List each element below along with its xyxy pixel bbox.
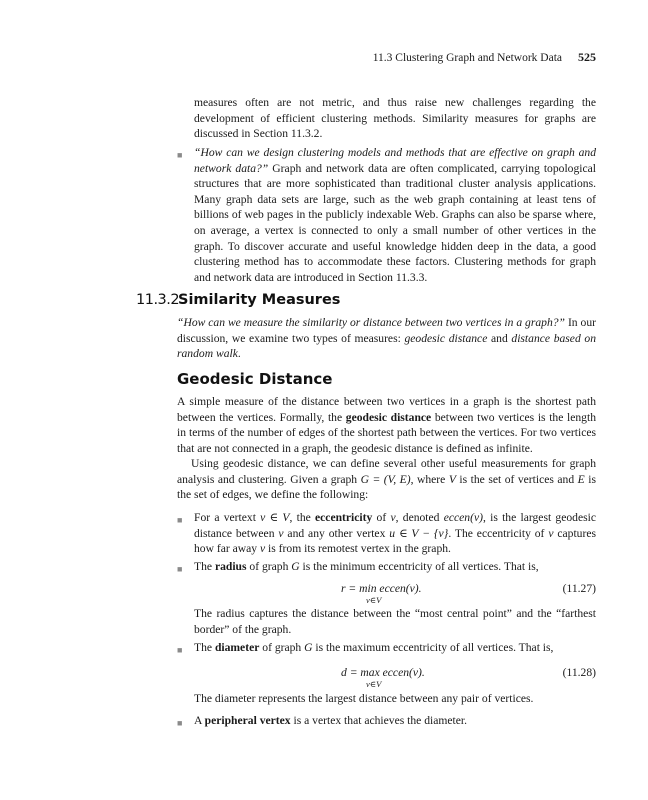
ecc-math-7: v [260,542,266,556]
bullet-square-icon [177,646,185,654]
diameter-formula-subscript: v∈V [366,679,382,689]
subsection-heading: Geodesic Distance [177,370,333,388]
intro-paragraph [177,315,596,362]
geo2-text-2: , where [410,472,449,486]
peripheral-text-1: A [194,714,205,727]
equation-number: (11.27) [562,582,596,595]
intro-question: “How can we measure the similarity or distance between two vertices in a graph?” [177,316,566,329]
radius-formula-subscript: v∈V [366,595,382,605]
geo1-text-2: between two vertices is the length in terms of the number of edges of the shortest path between the vertices. For two vertices that are not connected in a graph, the geodesic distance is defined as infinite. [177,410,596,455]
ecc-text-2: , the [289,511,316,524]
ecc-math-3: eccen(v) [443,511,483,524]
equation-11-28 [194,666,596,694]
ecc-math-6: v [548,526,554,540]
running-head-section: 11.3 Clustering Graph and Network Data [372,52,562,64]
continuation-paragraph: measures often are not metric, and thus raise new challenges regarding the development of efficient clustering methods. Similarity measures for graphs are discussed in Section 11.3.2. [194,96,596,141]
ecc-text-9: is from its remotest vertex in the graph. [265,542,451,556]
ecc-text-7: . The eccentricity of [448,526,549,540]
geo1-term: geodesic distance [345,410,432,424]
radius-bullet [194,559,596,575]
diameter-text-2: of graph [259,641,305,654]
geo2-e: E [577,472,585,486]
peripheral-bullet [194,713,596,729]
intro-measure-1: geodesic distance [404,331,488,345]
ecc-text-8: captures how far away [194,526,596,556]
ecc-math-4: v [278,526,284,540]
intro-text-1: In our discussion, we examine two types of measures: [177,316,596,345]
radius-text-3: is the minimum eccentricity of all vertices. That is, [299,560,539,573]
geo2-text-3: is the set of vertices and [455,472,578,486]
eccentricity-bullet [194,510,596,557]
ecc-text-6: and any other vertex [283,526,390,540]
design-text: Graph and network data are often complicated, carrying topological structures that are more sophisticated than traditional cluster analysis applications. Many graph data sets are large, such as the web graph containing at least tens of billions of web pages in the publicly indexable Web. Graphs can also be sparse where, on average, a vertex is connected to only a small number of other vertices in the graph. To discover accurate and useful knowledge hidden deep in the data, a good clustering method has to accommodate these factors. Clustering methods for graph and network data are introduced in Section 11.3.3. [194,161,597,284]
diameter-explanation: The diameter represents the largest distance between any pair of vertices. [194,692,534,705]
ecc-math-2: v [390,511,396,524]
diameter-text-1: The [194,641,215,654]
ecc-text-4: , denoted [395,511,444,524]
equation-number: (11.28) [562,666,596,679]
intro-measure-2: distance based on random walk [177,331,596,361]
ecc-text-1: For a vertext [194,511,261,524]
page-number: 525 [578,50,596,64]
running-head [0,50,596,65]
geo2-text-1: Using geodesic distance, we can define several other useful measurements for graph analysis and clustering. Given a graph [177,457,596,486]
bullet-square-icon [177,516,185,524]
radius-text-1: The [194,560,215,573]
radius-formula: r = min eccen(v). [341,582,422,595]
diameter-math-g: G [304,641,313,654]
intro-text-3: . [237,347,241,361]
radius-term: radius [214,560,247,573]
design-question: “How can we design clustering models and methods that are effective on graph and network data?” [194,146,596,175]
ecc-term: eccentricity [315,511,373,524]
peripheral-term: peripheral vertex [204,714,291,727]
geo2-v: V [448,472,456,486]
intro-text-2: and [487,331,512,345]
geo1-text-1: A simple measure of the distance between two vertices in a graph is the shortest path between the vertices. Formally, the [177,395,596,424]
geodesic-paragraph-1 [177,394,596,456]
radius-math-g: G [291,560,300,573]
radius-text-2: of graph [246,560,292,573]
diameter-bullet [194,640,596,656]
diameter-term: diameter [214,641,260,654]
geo2-text-4: is the set of edges, we define the following: [177,472,596,502]
ecc-math-5: u ∈ V − {v} [389,526,449,540]
geo2-graph-def: G = (V, E) [360,472,411,486]
bullet-square-icon [177,565,185,573]
bullet-square-icon [177,719,185,727]
peripheral-text-2: is a vertex that achieves the diameter. [290,714,468,727]
diameter-text-3: is the maximum eccentricity of all vertices. That is, [312,641,554,654]
ecc-text-3: of [372,511,391,524]
section-number: 11.3.2 [136,292,180,308]
bullet-square-icon [177,151,185,159]
section-title: Similarity Measures [178,292,341,308]
diameter-formula: d = max eccen(v). [341,666,425,679]
bullet-design-paragraph [194,145,596,285]
radius-explanation: The radius captures the distance between the “most central point” and the “farthest border” of the graph. [194,607,596,636]
geodesic-paragraph-2 [177,456,596,503]
section-heading [136,292,340,308]
ecc-text-5: , is the largest geodesic distance between [194,511,596,540]
ecc-math-1: v ∈ V [260,511,290,524]
